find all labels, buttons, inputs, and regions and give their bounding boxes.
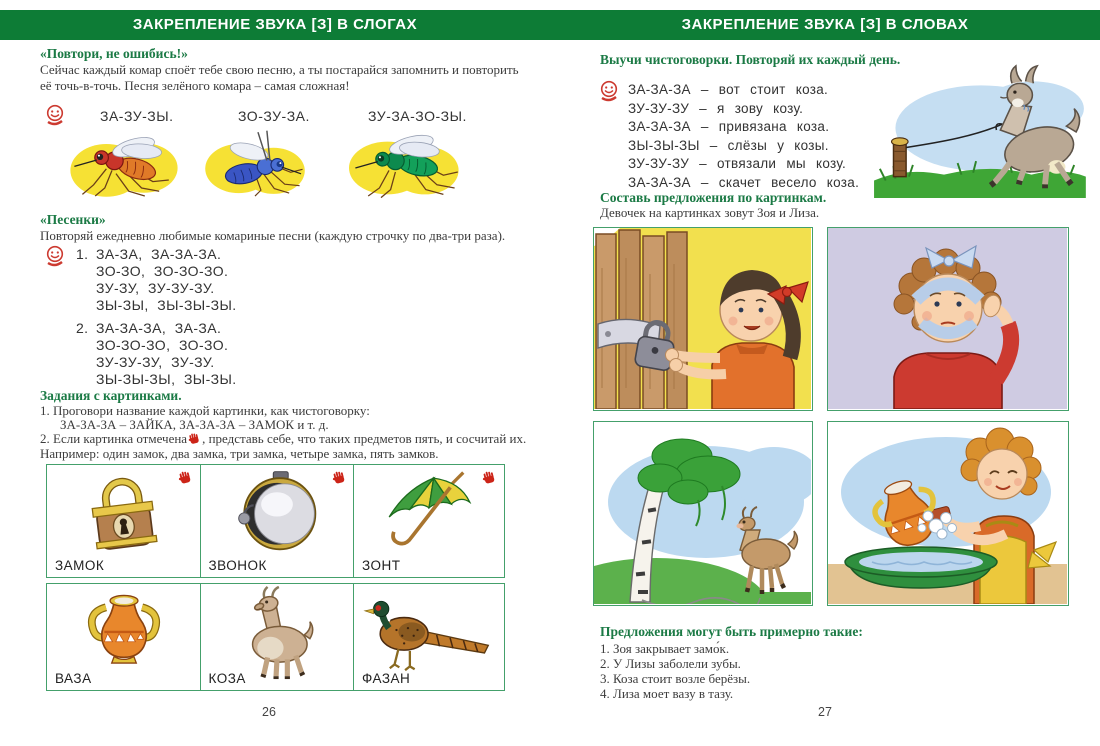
answer-sentence: 1. Зоя закрывает замо́к. <box>600 641 730 656</box>
card-label: ЗАМОК <box>55 558 105 573</box>
tasks-line-3a: 2. Если картинка отмечена <box>40 431 188 446</box>
card-label: ФАЗАН <box>362 671 411 686</box>
answer-sentence: 4. Лиза моет вазу в тазу. <box>600 686 734 701</box>
red-hand-icon <box>332 470 347 491</box>
red-hand-icon <box>482 470 497 491</box>
rhyme-line: ЗА-ЗА-ЗА – скачет весело коза. <box>628 174 860 190</box>
smiley-stamp-icon <box>44 245 66 274</box>
card-vaza <box>46 583 201 691</box>
sentences-section-title: Составь предложения по картинкам. <box>600 190 827 205</box>
song2-number: 2. <box>76 320 89 336</box>
song2-line: ЗЫ-ЗЫ-ЗЫ, ЗЫ-ЗЫ. <box>96 371 237 387</box>
left-page-number: 26 <box>262 705 276 719</box>
right-page-number: 27 <box>818 705 832 719</box>
rhyme-line: ЗУ-ЗУ-ЗУ – отвязали мы козу. <box>628 156 847 171</box>
song2-line: ЗА-ЗА-ЗА, ЗА-ЗА. <box>96 320 222 336</box>
answer-sentence: 2. У Лизы заболели зубы. <box>600 656 741 671</box>
rhyme-line: ЗА-ЗА-ЗА – вот стоит коза. <box>628 82 829 97</box>
sentences-section-subtitle: Девочек на картинках зовут Зоя и Лиза. <box>600 205 820 220</box>
picture-girl-closing-padlock <box>593 227 813 411</box>
card-label: ВАЗА <box>55 671 92 686</box>
blue-mosquito-illustration <box>203 127 307 204</box>
answers-section-title: Предложения могут быть примерно такие: <box>600 624 863 639</box>
syllable-3: ЗУ-ЗА-ЗО-ЗЫ. <box>368 108 467 124</box>
red-hand-icon <box>178 470 193 491</box>
song1-number: 1. <box>76 246 89 262</box>
smiley-stamp-icon <box>598 80 620 109</box>
red-mosquito-illustration <box>68 124 180 205</box>
smiley-stamp-icon <box>44 104 66 133</box>
header-band <box>0 10 1100 40</box>
repeat-section-body: Сейчас каждый комар споёт тебе свою песню, а ты постарайся запомнить и повторить её точь-в-точь. Песня зелёного комара – самая сложная! <box>40 62 519 93</box>
rhymes-section-title: Выучи чистоговорки. Повторяй их каждый день. <box>600 52 901 67</box>
tasks-section-title: Задания с картинками. <box>40 388 182 403</box>
rhyme-line: ЗЫ-ЗЫ-ЗЫ – слёзы у козы. <box>628 137 829 153</box>
answer-sentence: 3. Коза стоит возле берёзы. <box>600 671 751 686</box>
right-page-title: ЗАКРЕПЛЕНИЕ ЗВУКА [З] В СЛОВАХ <box>681 16 969 33</box>
card-koza <box>200 583 355 691</box>
left-page-title: ЗАКРЕПЛЕНИЕ ЗВУКА [З] В СЛОГАХ <box>132 16 418 33</box>
tasks-line-1: 1. Проговори название каждой картинки, как чистоговорку: <box>40 403 370 418</box>
song2-line: ЗО-ЗО-ЗО, ЗО-ЗО. <box>96 337 229 353</box>
song2-line: ЗУ-ЗУ-ЗУ, ЗУ-ЗУ. <box>96 354 215 370</box>
pheasant-illustration <box>354 586 504 679</box>
tethered-goat-illustration <box>865 62 1091 203</box>
vase-illustration <box>47 586 200 673</box>
songs-section-body: Повторяй ежедневно любимые комариные песни (каждую строчку по два-три раза). <box>40 228 506 243</box>
card-zamok <box>46 464 201 578</box>
card-label: ЗВОНОК <box>208 558 267 573</box>
card-fazan <box>353 583 505 691</box>
songs-section-title: «Песенки» <box>40 212 106 227</box>
syllable-2: ЗО-ЗУ-ЗА. <box>238 108 310 124</box>
song1-line: ЗО-ЗО, ЗО-ЗО-ЗО. <box>96 263 229 279</box>
card-label: ЗОНТ <box>362 558 401 573</box>
card-label: КОЗА <box>208 671 246 686</box>
repeat-section-title: «Повтори, не ошибись!» <box>40 46 188 61</box>
rhyme-line: ЗА-ЗА-ЗА – привязана коза. <box>628 119 830 134</box>
song1-line: ЗА-ЗА, ЗА-ЗА-ЗА. <box>96 246 222 262</box>
green-mosquito-illustration <box>336 124 466 205</box>
card-zont <box>353 464 505 578</box>
tasks-line-4: Например: один замок, два замка, три замка, четыре замка, пять замков. <box>40 446 439 461</box>
tasks-line-3b: , представь себе, что таких предметов пять, и сосчитай их. <box>202 431 527 446</box>
song1-line: ЗУ-ЗУ, ЗУ-ЗУ-ЗУ. <box>96 280 215 296</box>
song1-line: ЗЫ-ЗЫ, ЗЫ-ЗЫ-ЗЫ. <box>96 297 237 313</box>
picture-girl-washing-vase <box>827 421 1069 606</box>
tasks-line-2: ЗА-ЗА-ЗА – ЗАЙКА, ЗА-ЗА-ЗА – ЗАМОК и т. д. <box>60 417 329 432</box>
card-zvonok <box>200 464 355 578</box>
picture-girl-with-toothache <box>827 227 1069 411</box>
rhyme-line: ЗУ-ЗУ-ЗУ – я зову козу. <box>628 100 804 116</box>
syllable-1: ЗА-ЗУ-ЗЫ. <box>100 108 174 124</box>
picture-goat-near-birch <box>593 421 813 606</box>
